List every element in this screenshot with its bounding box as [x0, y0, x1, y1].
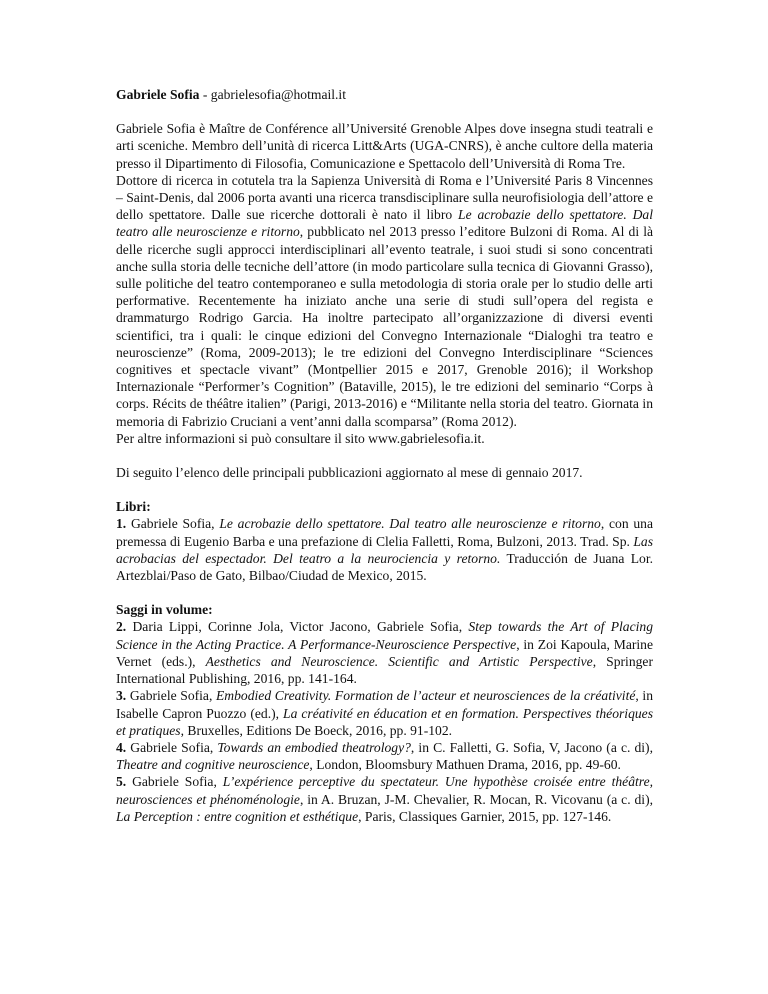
author-email: gabrielesofia@hotmail.it — [210, 87, 346, 102]
bio-p2-text-c: , pubblicato nel 2013 presso l’editore Bulzoni di Roma. Al di là delle ricerche sugli approcci interdisciplinari all’evento teatrale, i suoi studi si sono concentrati anche sulla storia delle tecniche dell’attore (in modo particolare sulla tecnica di Giovanni Grasso), sulle politiche del teatro contemporaneo e sulla metodologia di storia orale per lo studio delle arti performative. Recentemente ha iniziato anche una serie di studi sull’opera del regista e drammaturgo Rodrigo Garcia. Ha inoltre partecipato all’organizzazione di diversi eventi scientifici, tra i quali: le cinque edizioni del Convegno Internazionale “Dialoghi tra teatro e neuroscienze” (Roma, 2009-2013); le tre edizioni del Convegno Interdisciplinare “Sciences cognitives et spectacle vivant” (Montpellier 2015 e 2017, Grenoble 2016); il Workshop Internazionale “Performer’s Cognition” (Bataville, 2015), le tre edizioni del seminario “Corps à corps. Récits de théâtre italien” (Parigi, 2013-2016) e “Militante nella storia del teatro. Giornata in memoria di Fabrizio Cruciani a vent’anni dalla scomparsa” (Roma 2012). — [116, 224, 654, 429]
item-number: 4. — [116, 739, 127, 755]
item-title: Theatre and cognitive neuroscience — [116, 757, 310, 773]
bio-paragraph-1: Gabriele Sofia è Maître de Conférence all’Université Grenoble Alpes dove insegna studi teatrali e arti sceniche. Membro dell’unità di ricerca Litt&Arts (UGA-CNRS), è anche cultore della materia presso il Dipartimento di Filosofia, Comunicazione e Spettacolo dell’Università di Roma Tre. — [116, 121, 653, 171]
bio-p2-text-a: Dottore di ricerca in cotutela tra la Sapienza Università di Roma e l’Université Paris 8 Vincennes – Saint-Denis, dal 2006 porta avanti una ricerca transdisciplinare sulla neurofisiologia dell’attore e dello spettatore. Dalle sue ricerche dottorali è nato il libro — [116, 172, 653, 223]
publications-intro: Di seguito l’elenco delle principali pubblicazioni aggiornato al mese di gennaio 2017. — [116, 465, 583, 481]
bio-paragraph-2 — [116, 172, 653, 430]
section-heading-libri: Libri: — [116, 499, 151, 515]
publication-item-4 — [116, 739, 653, 773]
item-text: Daria Lippi, Corinne Jola, Victor Jacono, Gabriele Sofia, — [126, 619, 469, 635]
item-title: La Perception : entre cognition et esthétique — [116, 808, 359, 824]
publication-item-5 — [116, 773, 653, 825]
item-text: , Springer International Publishing, 2016, pp. 141-164. — [116, 653, 653, 687]
item-text: , Bruxelles, Editions De Boeck, 2016, pp. 91-102. — [180, 722, 453, 738]
bio-p2-book-title: Le acrobazie dello spettatore. Dal teatro alle neuroscienze e ritorno — [116, 207, 653, 240]
item-text: Gabriele Sofia, — [126, 516, 220, 532]
item-title: L’expérience perceptive du spectateur. Une hypothèse croisée entre théâtre, neurosciences et phénoménologie — [116, 774, 653, 807]
item-title: Embodied Creativity. Formation de l’acteur et neurosciences de la créativité — [216, 688, 636, 704]
item-text: , London, Bloomsbury Mathuen Drama, 2016, pp. 49-60. — [309, 757, 621, 773]
item-text: , in A. Bruzan, J-M. Chevalier, R. Mocan, R. Vicovanu (a c. di), — [299, 791, 654, 807]
item-title: La créativité en éducation et en formation. Perspectives théoriques et pratiques — [116, 705, 653, 738]
spacer — [116, 103, 653, 120]
item-title: Las acrobacias del espectador. Del teatro a la neurociencia y retorno. — [116, 533, 653, 566]
item-text: Traducción de Juana Lor. Artezblai/Paso de Gato, Bilbao/Ciudad de Mexico, 2015. — [116, 550, 653, 584]
item-number: 3. — [116, 688, 127, 704]
item-text: , in Isabelle Capron Puozzo (ed.), — [116, 688, 653, 721]
section-heading-saggi: Saggi in volume: — [116, 602, 213, 618]
author-name: Gabriele Sofia — [116, 87, 200, 102]
item-text: Gabriele Sofia, — [126, 688, 216, 704]
item-text: , in C. Falletti, G. Sofia, V, Jacono (a c. di), — [410, 739, 653, 755]
item-text: , in Zoi Kapoula, Marine Vernet (eds.), — [116, 636, 653, 669]
spacer — [116, 481, 653, 498]
item-number: 2. — [116, 619, 127, 635]
item-text: , con una premessa di Eugenio Barba e una prefazione di Clelia Falletti, Roma, Bulzoni, 2013. Trad. Sp. — [116, 516, 653, 549]
item-title: Towards an embodied theatrology? — [217, 739, 411, 755]
item-title: Le acrobazie dello spettatore. Dal teatro alle neuroscienze e ritorno — [219, 516, 601, 532]
item-text: , Paris, Classiques Garnier, 2015, pp. 127-146. — [358, 808, 612, 824]
item-text: Gabriele Sofia, — [126, 739, 218, 755]
item-number: 1. — [116, 516, 127, 532]
item-title: Aesthetics and Neuroscience. Scientific and Artistic Perspective — [205, 653, 593, 669]
author-line — [116, 86, 653, 103]
bio-paragraph-3: Per altre informazioni si può consultare il sito www.gabrielesofia.it. — [116, 430, 485, 446]
item-number: 5. — [116, 774, 127, 790]
publication-item-2 — [116, 618, 653, 687]
author-separator: - — [199, 87, 211, 102]
item-title: Step towards the Art of Placing Science in the Acting Practice. A Performance-Neuroscience Perspective — [116, 619, 653, 652]
publication-item-3 — [116, 687, 653, 739]
spacer — [116, 584, 653, 601]
item-text: Gabriele Sofia, — [126, 774, 223, 790]
publication-item-1 — [116, 515, 653, 584]
spacer — [116, 447, 653, 464]
